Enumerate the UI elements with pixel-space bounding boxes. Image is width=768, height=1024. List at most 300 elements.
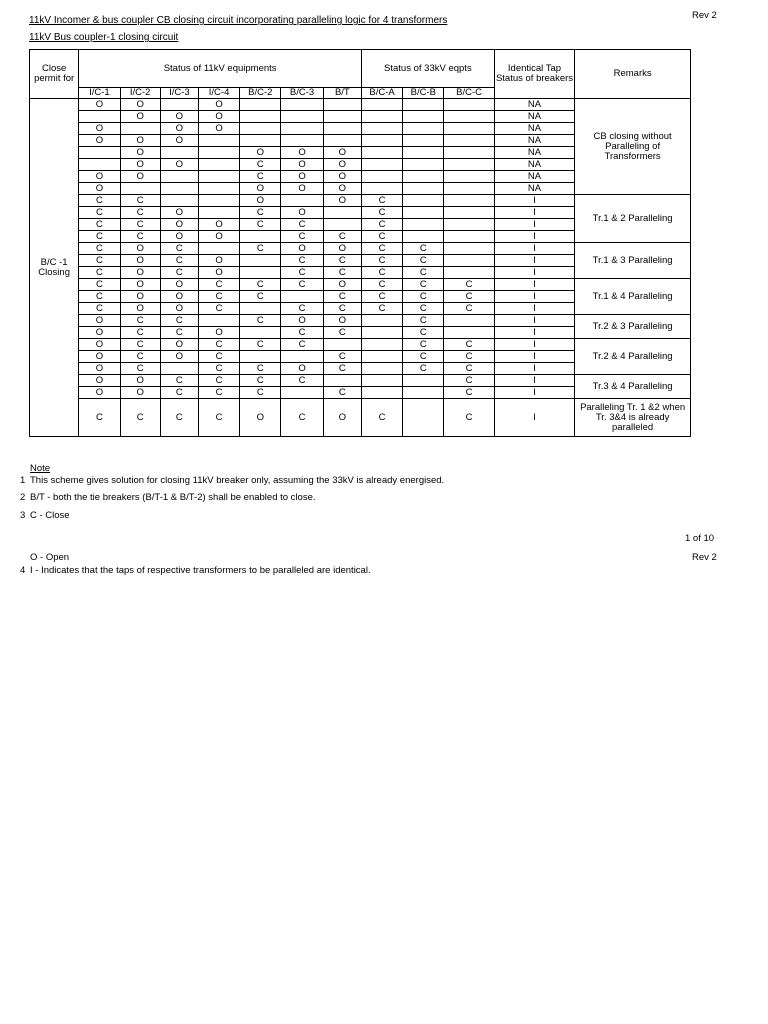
status-cell [444,135,494,147]
close-permit-header: Close permit for [30,50,79,99]
tap-status-cell: I [494,195,574,207]
status-cell: C [281,327,323,339]
status-cell [240,327,281,339]
column-header: I/C-4 [198,88,239,99]
status-cell: O [160,135,198,147]
status-cell: C [120,399,160,437]
remarks-cell: Tr.2 & 3 Paralleling [575,315,691,339]
status-cell: C [361,255,402,267]
status-cell [361,315,402,327]
column-header: B/C-C [444,88,494,99]
remarks-cell: Tr.1 & 4 Paralleling [575,279,691,315]
status-cell [361,99,402,111]
status-cell: O [198,123,239,135]
status-cell [198,147,239,159]
tap-status-cell: I [494,219,574,231]
status-cell: C [403,255,444,267]
status-cell: O [79,351,120,363]
status-cell: C [240,243,281,255]
status-cell [323,135,361,147]
status-cell: O [120,387,160,399]
status-cell [444,111,494,123]
status-cell [403,399,444,437]
status-cell: C [120,339,160,351]
status-cell: O [323,315,361,327]
status-cell [323,99,361,111]
note-text: B/T - both the tie breakers (B/T-1 & B/T-2) shall be enabled to close. [30,492,316,503]
status-cell [444,171,494,183]
document-title: 11kV Incomer & bus coupler CB closing circuit incorporating paralleling logic for 4 transformers [29,15,448,26]
status-cell: O [198,327,239,339]
status-cell: C [120,195,160,207]
status-cell: O [281,171,323,183]
status-cell: O [120,111,160,123]
table-row [30,195,691,207]
tap-status-cell: I [494,339,574,351]
status-cell [444,243,494,255]
table-row [30,99,691,111]
status-cell: C [323,255,361,267]
page-number: 1 of 10 [685,533,715,544]
status-cell: O [160,219,198,231]
note-text: C - Close [30,510,70,521]
status-cell: O [120,243,160,255]
status-cell: C [361,219,402,231]
status-cell: O [120,303,160,315]
tap-status-cell: I [494,279,574,291]
tap-status-header: Identical Tap Status of breakers [494,50,574,99]
status-cell [240,99,281,111]
remarks-cell: Tr.3 & 4 Paralleling [575,375,691,399]
status-cell: C [281,399,323,437]
status-cell: O [281,315,323,327]
table-row [30,315,691,327]
status-cell [361,135,402,147]
status-cell [403,387,444,399]
tap-status-cell: I [494,399,574,437]
status-cell: O [198,111,239,123]
remarks-cell: CB closing without Paralleling of Transformers [575,99,691,195]
status-cell: C [444,279,494,291]
status-cell [79,159,120,171]
status-cell: C [79,399,120,437]
status-cell: O [120,171,160,183]
status-cell [361,327,402,339]
status-cell: O [160,231,198,243]
status-cell [403,183,444,195]
status-cell [361,351,402,363]
status-cell: C [281,279,323,291]
status-cell: C [160,315,198,327]
tap-status-cell: I [494,303,574,315]
status-cell [240,123,281,135]
status-cell: C [361,267,402,279]
status-cell: C [444,351,494,363]
status-cell: C [444,387,494,399]
status-cell: O [79,123,120,135]
status-cell: O [323,171,361,183]
status-cell: C [240,339,281,351]
status-cell: C [361,279,402,291]
status-cell: O [323,279,361,291]
status-cell [361,363,402,375]
status-cell: O [79,327,120,339]
status-cell [281,111,323,123]
tap-status-cell: I [494,387,574,399]
status-cell: C [79,195,120,207]
status-cell [198,183,239,195]
status-cell [323,219,361,231]
note-number: 3 [20,510,26,521]
status-cell: C [160,387,198,399]
status-cell: C [79,255,120,267]
status-cell [240,351,281,363]
status-cell: C [361,231,402,243]
tap-status-cell: I [494,207,574,219]
status-cell [323,111,361,123]
status-cell: C [198,399,239,437]
status-cell: C [198,303,239,315]
status-cell: C [444,399,494,437]
status-cell: O [160,207,198,219]
status-cell [444,219,494,231]
status-cell [160,147,198,159]
status-cell [444,123,494,135]
status-cell: O [281,183,323,195]
status-cell: C [323,291,361,303]
status-cell: O [79,171,120,183]
status-cell [444,195,494,207]
status-cell: C [444,375,494,387]
status-cell [281,99,323,111]
status-cell [240,135,281,147]
tap-status-cell: I [494,327,574,339]
status-cell: C [160,327,198,339]
status-cell: C [403,339,444,351]
note-text: This scheme gives solution for closing 11kV breaker only, assuming the 33kV is already energised. [30,475,445,486]
revision-label: Rev 2 [692,552,717,563]
status-cell: O [323,195,361,207]
status-cell: O [198,255,239,267]
status-cell: C [198,279,239,291]
status-cell: C [403,267,444,279]
status-cell: O [281,363,323,375]
status-cell: O [120,159,160,171]
status-cell: C [160,243,198,255]
status-cell: C [240,219,281,231]
column-header: I/C-2 [120,88,160,99]
status-cell: C [281,375,323,387]
status-cell [79,111,120,123]
status-cell: C [323,267,361,279]
status-cell: C [198,387,239,399]
status-cell: O [120,147,160,159]
status-cell: O [240,183,281,195]
status-cell [198,171,239,183]
status-cell: C [198,363,239,375]
tap-status-cell: I [494,291,574,303]
status-cell [160,171,198,183]
status-cell: O [160,351,198,363]
status-cell: C [79,303,120,315]
status-cell: O [160,279,198,291]
status-cell [444,159,494,171]
status-cell: C [323,387,361,399]
closing-logic-table [29,49,691,437]
status-cell: C [281,231,323,243]
tap-status-cell: I [494,267,574,279]
status-cell: C [240,291,281,303]
status-cell [120,123,160,135]
status-cell [281,135,323,147]
status-cell: C [361,195,402,207]
status-cell: C [240,315,281,327]
status-cell: C [281,267,323,279]
status-cell: C [79,267,120,279]
status-cell: C [198,339,239,351]
status-cell: O [323,147,361,159]
status-cell [281,387,323,399]
note-number: 4 [20,565,26,576]
table-row [30,375,691,387]
status-cell: C [79,291,120,303]
status-cell: C [444,339,494,351]
status-cell [444,99,494,111]
remarks-cell: Tr.2 & 4 Paralleling [575,339,691,375]
status-cell [160,183,198,195]
status-cell [361,171,402,183]
status-cell [403,147,444,159]
column-header: B/C-B [403,88,444,99]
remarks-cell: Tr.1 & 3 Paralleling [575,243,691,279]
status-cell: C [361,207,402,219]
status-cell: C [403,243,444,255]
status-cell: O [198,231,239,243]
status-cell [444,183,494,195]
status-cell: C [79,231,120,243]
note-number: 2 [20,492,26,503]
status-cell: C [323,231,361,243]
status-cell: C [444,303,494,315]
status-cell [323,123,361,135]
status-cell [323,339,361,351]
status-cell: C [79,219,120,231]
status-cell [198,207,239,219]
status-cell [403,135,444,147]
status-cell: O [323,399,361,437]
status-cell [240,111,281,123]
status-cell: C [120,327,160,339]
tap-status-cell: I [494,231,574,243]
tap-status-cell: NA [494,99,574,111]
note-text: O - Open [30,552,70,563]
status-cell: C [79,207,120,219]
status-cell [361,183,402,195]
status-cell: O [120,255,160,267]
status-cell: O [323,183,361,195]
status-cell: O [120,135,160,147]
status-cell [198,243,239,255]
status-cell: O [323,243,361,255]
table-row [30,279,691,291]
status-cell [444,315,494,327]
tap-status-cell: NA [494,183,574,195]
status-cell: C [120,351,160,363]
status-cell: O [79,315,120,327]
status-cell: O [120,279,160,291]
status-cell [444,231,494,243]
remarks-cell: Paralleling Tr. 1 &2 when Tr. 3&4 is already paralleled [575,399,691,437]
status-cell [403,207,444,219]
status-cell [361,111,402,123]
column-header: I/C-1 [79,88,120,99]
status-cell: C [403,279,444,291]
status-cell [198,195,239,207]
note-heading: Note [30,463,51,474]
table-row [30,339,691,351]
remarks-header: Remarks [575,50,691,99]
status-cell [281,195,323,207]
status-cell: C [403,327,444,339]
status-cell: O [79,99,120,111]
status-cell [240,303,281,315]
status-cell [361,147,402,159]
status-cell: O [240,147,281,159]
column-header: B/C-A [361,88,402,99]
status-cell [281,291,323,303]
status-cell: O [160,303,198,315]
status-cell: C [240,279,281,291]
status-cell: O [281,159,323,171]
status-cell [403,195,444,207]
tap-status-cell: I [494,363,574,375]
remarks-cell: Tr.1 & 2 Paralleling [575,195,691,243]
status-cell: C [120,231,160,243]
tap-status-cell: I [494,315,574,327]
status-cell: C [403,351,444,363]
status-cell: O [281,243,323,255]
status-cell: O [79,387,120,399]
status-cell: O [120,267,160,279]
status-cell [403,99,444,111]
status-cell: O [79,339,120,351]
status-cell: O [79,375,120,387]
status-cell: C [323,303,361,315]
column-header: B/C-2 [240,88,281,99]
status-cell: O [198,219,239,231]
status-cell: O [79,363,120,375]
status-cell [361,375,402,387]
status-cell [361,387,402,399]
status-cell [240,231,281,243]
status-cell: C [120,363,160,375]
status-cell: C [403,363,444,375]
status-cell [403,375,444,387]
status-cell: C [281,303,323,315]
close-permit-cell: B/C -1 Closing [30,99,79,437]
status-cell [198,315,239,327]
tap-status-cell: NA [494,171,574,183]
status-cell [403,159,444,171]
status-cell: C [160,399,198,437]
status-cell [198,135,239,147]
status-cell: C [120,207,160,219]
status-cell: O [160,291,198,303]
status-cell: C [240,363,281,375]
status-cell: C [444,363,494,375]
status-cell: C [198,375,239,387]
status-cell: C [281,255,323,267]
column-header: B/C-3 [281,88,323,99]
status-cell [361,159,402,171]
status-cell: C [240,207,281,219]
status-cell [323,207,361,219]
status-cell: C [240,171,281,183]
table-row [30,243,691,255]
column-header: B/T [323,88,361,99]
status-cell: O [281,147,323,159]
status-cell [198,159,239,171]
status-cell [160,195,198,207]
status-cell: C [120,219,160,231]
status-cell [403,171,444,183]
status-cell: O [281,207,323,219]
table-row [30,399,691,437]
status-cell: C [361,303,402,315]
status-cell: O [160,123,198,135]
status-cell [444,147,494,159]
status-cell [79,147,120,159]
status-cell: C [444,291,494,303]
status-cell [160,99,198,111]
status-cell [281,123,323,135]
status-cell: C [403,315,444,327]
status-cell [444,255,494,267]
tap-status-cell: I [494,243,574,255]
status-cell: C [403,303,444,315]
status-cell [240,255,281,267]
status-cell [444,207,494,219]
revision-label: Rev 2 [692,10,717,21]
status-cell [120,183,160,195]
status-cell [403,111,444,123]
status-cell: C [160,375,198,387]
status-cell: O [240,399,281,437]
status-cell: C [281,219,323,231]
note-number: 1 [20,475,26,486]
status-cell: O [120,375,160,387]
note-text: I - Indicates that the taps of respective transformers to be paralleled are identical. [30,565,371,576]
status-cell [361,339,402,351]
status-cell: O [160,339,198,351]
status-cell [323,375,361,387]
status-cell [444,327,494,339]
status-cell: C [198,351,239,363]
status-cell [240,267,281,279]
status-cell: C [79,243,120,255]
tap-status-cell: NA [494,123,574,135]
status-cell: C [120,315,160,327]
section-title: 11kV Bus coupler-1 closing circuit [29,32,179,43]
tap-status-cell: I [494,255,574,267]
status-cell: O [160,159,198,171]
status-cell: C [160,255,198,267]
status-11kv-header: Status of 11kV equipments [79,50,362,88]
tap-status-cell: NA [494,111,574,123]
status-cell: O [240,195,281,207]
status-cell: O [79,183,120,195]
status-cell: O [120,99,160,111]
